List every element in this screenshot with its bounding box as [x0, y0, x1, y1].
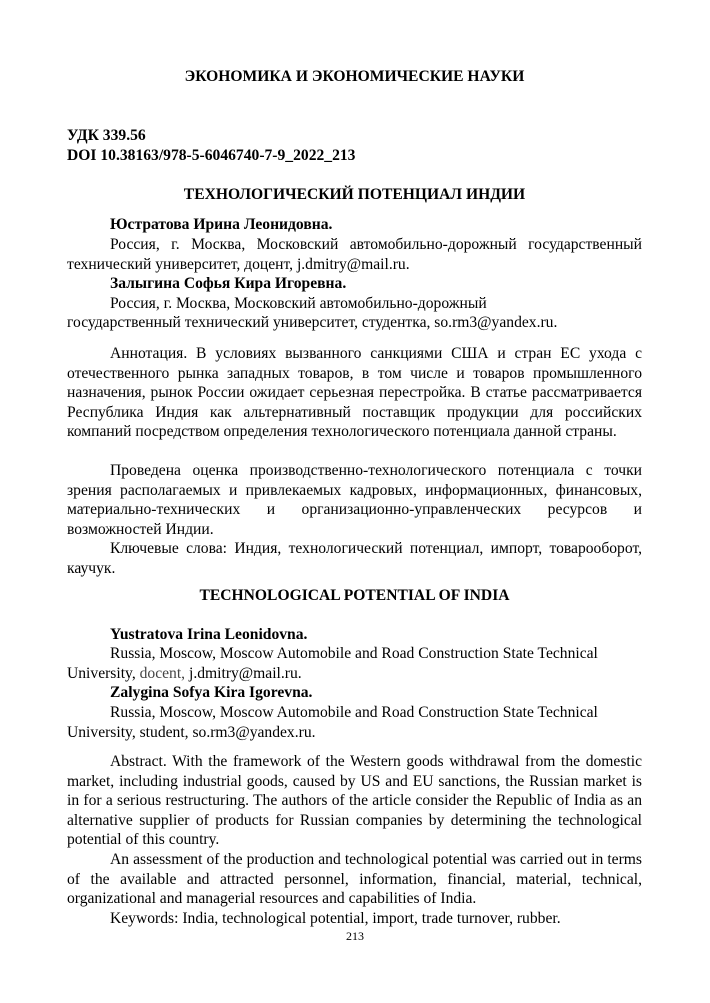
en-author1-affiliation — [67, 644, 642, 683]
en-author2-name: Zalygina Sofya Kira Igorevna. — [110, 684, 313, 701]
ru-author1-name: Юстратова Ирина Леонидовна. — [110, 216, 333, 233]
en-abstract-paragraph1: Abstract. With the framework of the Western goods withdrawal from the domestic market, including industrial goods, caused by US and EU sanctions, the Russian market is in for a serious restructuring. The authors of the article consider the Republic of India as an alternative supplier of products for Russian companies by determining the technological potential of this country. — [67, 753, 642, 849]
ru-author1-affiliation: Россия, г. Москва, Московский автомобильно-дорожный государственный технический университет, доцент, j.dmitry@mail.ru. — [67, 236, 642, 273]
ru-abstract-paragraph2: Проведена оценка производственно-технологического потенциала с точки зрения располагаемых и привлекаемых кадровых, информационных, финансовых, материально-технических и организационно-управленческих ресурсов и возможностей Индии. — [67, 462, 642, 538]
doi-code: DOI 10.38163/978-5-6046740-7-9_2022_213 — [67, 147, 356, 164]
en-author1-affiliation-main: Russia, Moscow, Moscow Automobile and Road Construction State Technical University, — [67, 645, 598, 682]
ru-author2-affiliation-line2: государственный технический университет, студентка, so.rm3@yandex.ru. — [67, 314, 558, 331]
en-author1-name: Yustratova Irina Leonidovna. — [110, 626, 308, 643]
en-author1-email: j.dmitry@mail.ru. — [185, 664, 302, 682]
ru-author2-name: Залыгина Софья Кира Игоревна. — [110, 275, 347, 292]
en-author1-position: docent, — [135, 664, 186, 682]
section-heading: ЭКОНОМИКА И ЭКОНОМИЧЕСКИЕ НАУКИ — [184, 68, 525, 85]
ru-abstract-paragraph1: Аннотация. В условиях вызванного санкциями США и стран ЕС ухода с отечественного рынка западных товаров, в том числе и товаров промышленного назначения, рынок России ожидает серьезная перестройка. В статье рассматривается Республика Индия как альтернативный поставщик продукции для российских компаний посредством определения технологического потенциала данной страны. — [67, 345, 642, 441]
en-abstract-paragraph2: An assessment of the production and technological potential was carried out in terms of the available and attracted personnel, information, financial, material, technical, organizational and managerial resources and capabilities of India. — [67, 851, 642, 908]
en-article-title: TECHNOLOGICAL POTENTIAL OF INDIA — [199, 587, 510, 604]
en-keywords: Keywords: India, technological potential, import, trade turnover, rubber. — [110, 910, 561, 927]
ru-article-title: ТЕХНОЛОГИЧЕСКИЙ ПОТЕНЦИАЛ ИНДИИ — [183, 186, 526, 203]
ru-author2-affiliation-line1: Россия, г. Москва, Московский автомобильно-дорожный — [110, 295, 487, 312]
en-author2-affiliation: Russia, Moscow, Moscow Automobile and Road Construction State Technical University, student, so.rm3@yandex.ru. — [67, 704, 598, 741]
page-number: 213 — [346, 929, 364, 943]
ru-keywords: Ключевые слова: Индия, технологический потенциал, импорт, товарооборот, каучук. — [67, 540, 642, 577]
udk-code: УДК 339.56 — [67, 127, 146, 144]
